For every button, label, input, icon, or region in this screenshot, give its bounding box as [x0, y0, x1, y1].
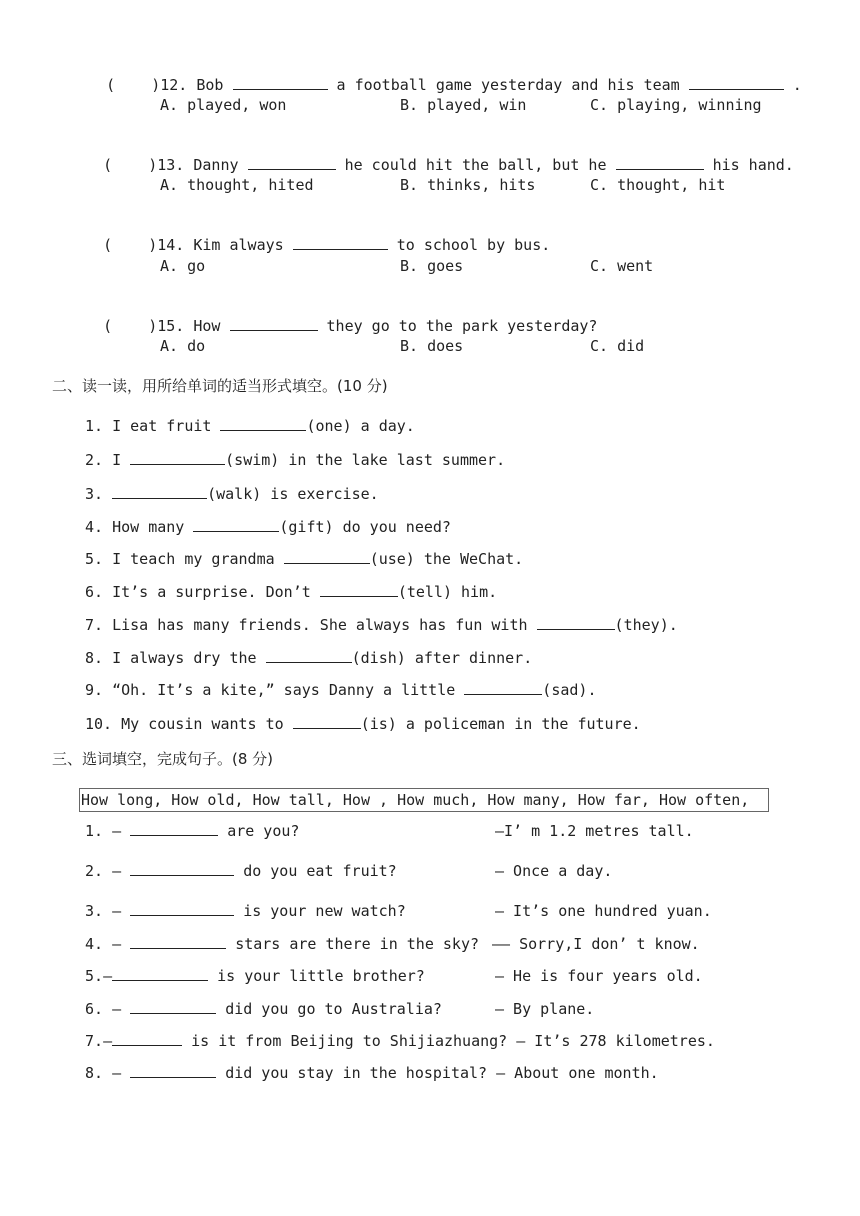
question-text: is it from Beijing to Shijiazhuang? [191, 1032, 508, 1050]
question-text: did you stay in the hospital? [225, 1064, 488, 1082]
qa-answer-3: — It’s one hundred yuan. [495, 902, 712, 920]
item-number: 6. [85, 1000, 104, 1018]
option-a: A. do [160, 337, 206, 355]
item-text: (tell) him. [397, 583, 498, 601]
question-number: 13. [157, 156, 185, 174]
fill-blank[interactable] [112, 484, 207, 499]
dash: — [103, 1032, 113, 1050]
dash: — [112, 862, 122, 880]
question-text: Kim always [193, 236, 284, 254]
dash: — [112, 822, 122, 840]
answer-paren: ( ) [106, 76, 161, 94]
option-b: B. does [400, 337, 464, 355]
answer-text: — About one month. [496, 1064, 659, 1082]
item-number: 6. [85, 583, 104, 601]
option-b: B. thinks, hits [400, 176, 536, 194]
fill-item-1 [85, 416, 415, 436]
question-text: a football game yesterday and his team [336, 76, 680, 94]
qa-question-1 [85, 821, 299, 841]
item-text: (they). [614, 616, 678, 634]
fill-item-7 [85, 615, 678, 635]
question-12 [88, 55, 802, 95]
item-number: 5. [85, 967, 104, 985]
item-number: 1. [85, 417, 104, 435]
question-text: is your new watch? [243, 902, 406, 920]
option-b: B. goes [400, 257, 464, 275]
dash: — [112, 1064, 122, 1082]
fill-blank[interactable] [130, 1063, 216, 1078]
answer-paren: ( ) [103, 156, 158, 174]
question-text: did you go to Australia? [225, 1000, 442, 1018]
question-number: 14. [157, 236, 185, 254]
fill-item-6 [85, 582, 497, 602]
qa-question-5 [85, 966, 425, 986]
item-text: (dish) after dinner. [351, 649, 533, 667]
item-text: (use) the WeChat. [369, 550, 524, 568]
fill-blank[interactable] [112, 966, 208, 981]
qa-question-2 [85, 861, 397, 881]
fill-blank[interactable] [130, 999, 216, 1014]
item-text: “Oh. It’s a kite,” says Danny a little [112, 681, 456, 699]
question-number: 15. [157, 317, 185, 335]
fill-blank[interactable] [284, 549, 370, 564]
item-number: 8. [85, 1064, 104, 1082]
fill-item-9 [85, 680, 596, 700]
option-c: C. thought, hit [590, 176, 726, 194]
item-number: 4. [85, 935, 104, 953]
dash: — [112, 902, 122, 920]
fill-blank[interactable] [193, 517, 279, 532]
fill-blank[interactable] [130, 861, 234, 876]
item-text: I eat fruit [112, 417, 212, 435]
item-text: (is) a policeman in the future. [360, 715, 641, 733]
item-number: 3. [85, 902, 104, 920]
fill-blank[interactable] [220, 416, 306, 431]
question-13 [85, 135, 794, 175]
item-number: 4. [85, 518, 104, 536]
question-text: he could hit the ball, but he [344, 156, 607, 174]
item-text: I teach my grandma [112, 550, 275, 568]
fill-blank[interactable] [464, 680, 542, 695]
item-text: (sad). [542, 681, 597, 699]
item-text: How many [112, 518, 185, 536]
fill-blank[interactable] [320, 582, 398, 597]
qa-answer-5: — He is four years old. [495, 967, 703, 985]
item-number: 3. [85, 485, 104, 503]
item-number: 2. [85, 862, 104, 880]
item-text: Lisa has many friends. She always has fun with [112, 616, 528, 634]
fill-item-4 [85, 517, 451, 537]
item-text: I always dry the [112, 649, 257, 667]
option-c: C. playing, winning [590, 96, 762, 114]
option-a: A. thought, hited [160, 176, 314, 194]
question-text: How [193, 317, 221, 335]
fill-blank[interactable] [266, 648, 352, 663]
question-text: are you? [227, 822, 300, 840]
section-3-title: 三、选词填空，完成句子。(8 分) [52, 750, 274, 768]
fill-item-5 [85, 549, 523, 569]
question-text: do you eat fruit? [243, 862, 397, 880]
item-text: I [112, 451, 122, 469]
item-text: (swim) in the lake last summer. [225, 451, 506, 469]
fill-item-2 [85, 450, 505, 470]
option-c: C. did [590, 337, 645, 355]
fill-blank[interactable] [616, 155, 704, 170]
question-text: . [792, 76, 802, 94]
question-text: is your little brother? [217, 967, 425, 985]
fill-blank[interactable] [130, 901, 234, 916]
item-number: 7. [85, 1032, 104, 1050]
fill-blank[interactable] [248, 155, 336, 170]
question-15 [85, 296, 597, 336]
item-text: (walk) is exercise. [207, 485, 379, 503]
qa-answer-4: —— Sorry,I don’ t know. [492, 935, 700, 953]
item-text: It’s a surprise. Don’t [112, 583, 311, 601]
fill-blank[interactable] [537, 615, 615, 630]
dash: — [103, 967, 113, 985]
fill-blank[interactable] [130, 821, 218, 836]
question-text: stars are there in the sky? [235, 935, 480, 953]
fill-item-3 [85, 484, 379, 504]
fill-blank[interactable] [689, 75, 784, 90]
item-number: 10. [85, 715, 113, 733]
qa-question-7 [85, 1031, 715, 1051]
section-2-title: 二、读一读，用所给单词的适当形式填空。(10 分) [52, 377, 388, 395]
option-c: C. went [590, 257, 654, 275]
item-number: 9. [85, 681, 104, 699]
fill-item-8 [85, 648, 532, 668]
item-number: 5. [85, 550, 104, 568]
question-text: they go to the park yesterday? [326, 317, 598, 335]
qa-answer-6: — By plane. [495, 1000, 595, 1018]
fill-blank[interactable] [293, 714, 361, 729]
qa-question-6 [85, 999, 442, 1019]
fill-blank[interactable] [130, 450, 225, 465]
qa-question-8 [85, 1063, 659, 1083]
answer-paren: ( ) [103, 317, 158, 335]
question-text: to school by bus. [396, 236, 551, 254]
fill-item-10 [85, 714, 641, 734]
question-text: his hand. [712, 156, 794, 174]
word-box: How long, How old, How tall, How , How much, How many, How far, How often, [79, 788, 769, 812]
question-text: Bob [196, 76, 224, 94]
dash: — [112, 1000, 122, 1018]
fill-blank[interactable] [230, 316, 318, 331]
qa-question-3 [85, 901, 406, 921]
option-b: B. played, win [400, 96, 527, 114]
item-number: 2. [85, 451, 104, 469]
question-number: 12. [160, 76, 188, 94]
fill-blank[interactable] [293, 235, 388, 250]
fill-blank[interactable] [233, 75, 328, 90]
fill-blank[interactable] [112, 1031, 182, 1046]
item-text: My cousin wants to [121, 715, 284, 733]
qa-answer-2: — Once a day. [495, 862, 613, 880]
item-text: (gift) do you need? [279, 518, 451, 536]
question-text: Danny [193, 156, 239, 174]
answer-paren: ( ) [103, 236, 158, 254]
item-text: (one) a day. [306, 417, 415, 435]
option-a: A. go [160, 257, 206, 275]
item-number: 7. [85, 616, 104, 634]
item-number: 1. [85, 822, 104, 840]
dash: — [112, 935, 122, 953]
qa-answer-1: —I’ m 1.2 metres tall. [495, 822, 694, 840]
option-a: A. played, won [160, 96, 287, 114]
fill-blank[interactable] [130, 934, 226, 949]
item-number: 8. [85, 649, 104, 667]
question-14 [85, 215, 550, 255]
answer-text: — It’s 278 kilometres. [516, 1032, 715, 1050]
qa-question-4 [85, 934, 479, 954]
